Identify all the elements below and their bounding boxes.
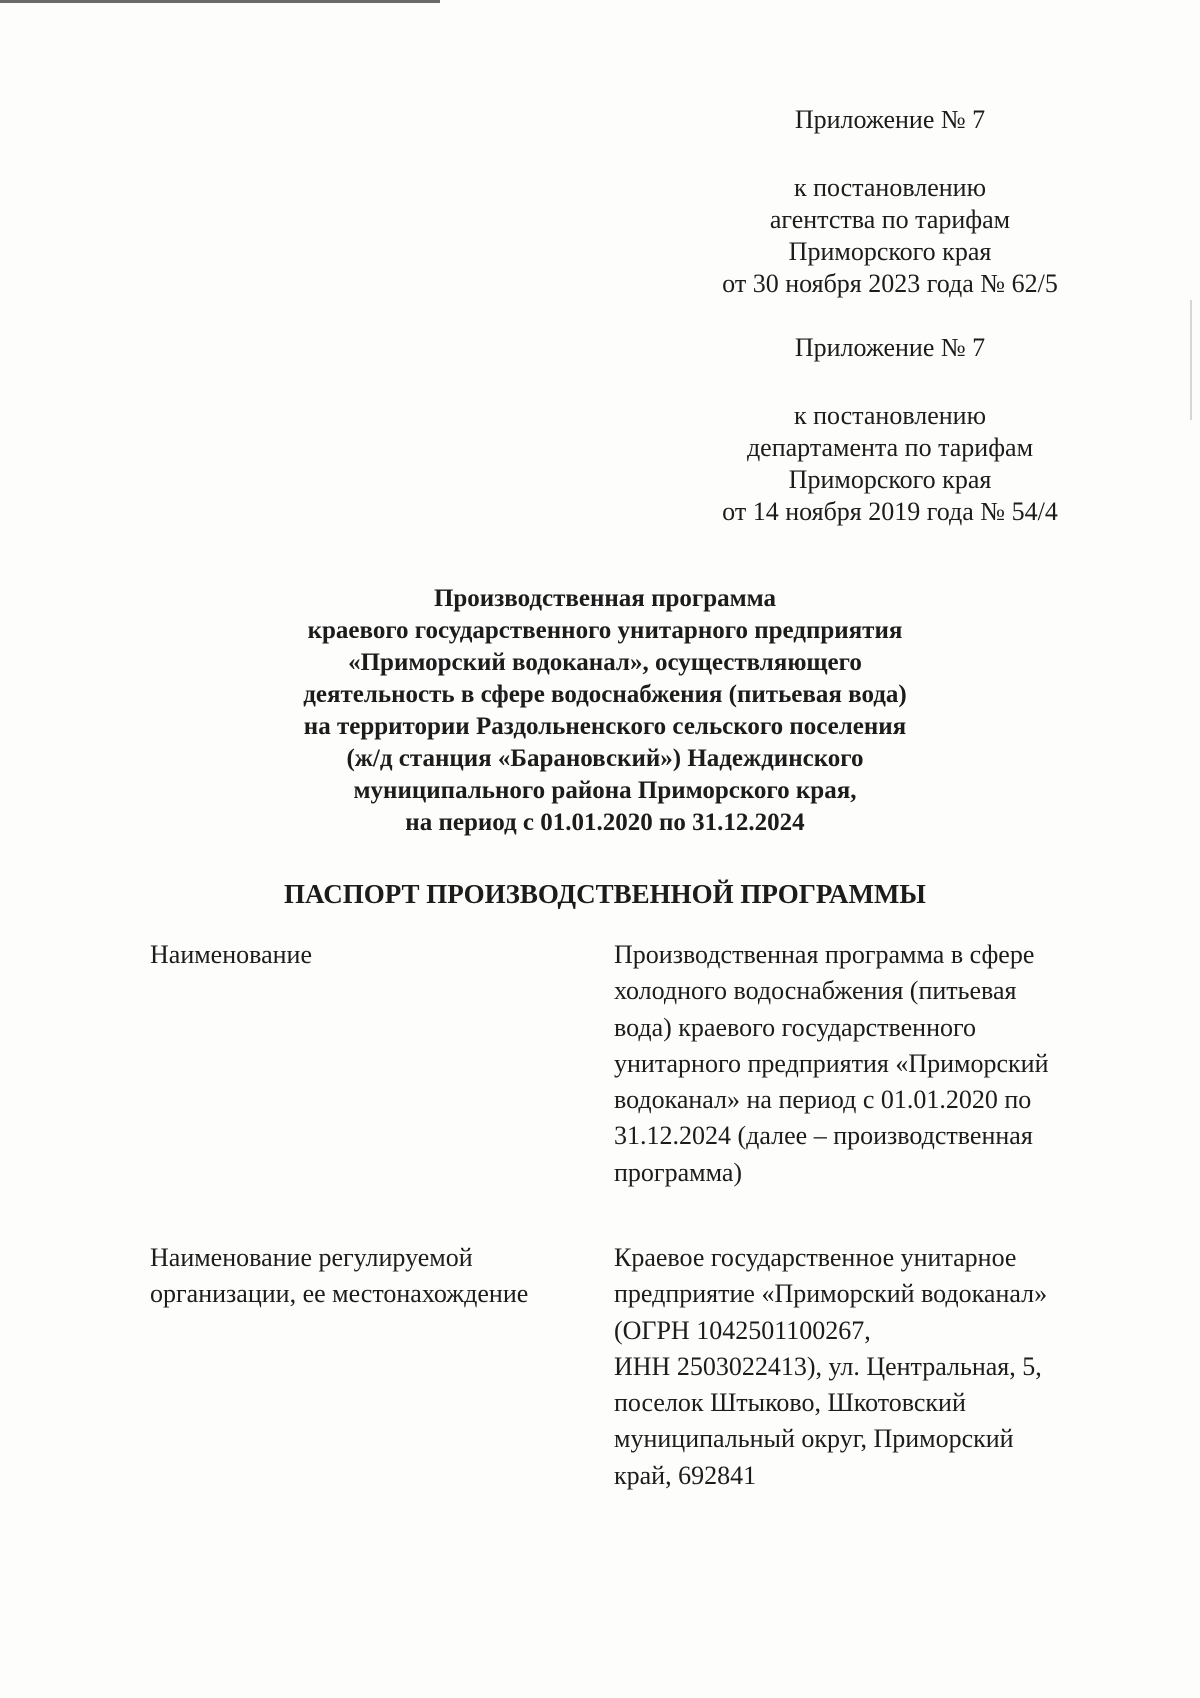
attachment-line: департамента по тарифам — [746, 433, 1034, 462]
attachment-line: агентства по тарифам — [769, 205, 1011, 234]
value-line: (ОГРН 1042501100267, — [614, 1315, 871, 1345]
value-line: вода) краевого государственного — [614, 1012, 977, 1042]
attachment-block-current — [700, 104, 1080, 300]
program-title-line: Производственная программа — [433, 585, 777, 612]
value-line: программа) — [614, 1157, 743, 1187]
passport-row-value — [614, 1240, 1094, 1494]
program-title-line: деятельность в сфере водоснабжения (питьевая вода) — [303, 681, 907, 708]
program-title-line: краевого государственного унитарного предприятия — [307, 617, 903, 644]
attachment-title: Приложение № 7 — [794, 105, 986, 134]
value-line: край, 692841 — [614, 1460, 757, 1490]
label-line: Наименование — [150, 940, 312, 969]
value-line: муниципальный округ, Приморский — [614, 1424, 1014, 1454]
attachment-line: к постановлению — [793, 401, 987, 430]
attachment-block-original — [700, 332, 1080, 528]
label-line: организации, ее местонахождение — [150, 1279, 529, 1308]
attachment-line: Приморского края — [788, 465, 992, 494]
attachment-line: Приморского края — [788, 237, 992, 266]
value-line: 31.12.2024 (далее – производственная — [614, 1121, 1033, 1151]
program-title — [200, 583, 1010, 839]
value-line: Краевое государственное унитарное — [614, 1243, 1017, 1272]
value-line: поселок Штыково, Шкотовский — [614, 1388, 966, 1418]
value-line: унитарного предприятия «Приморский — [614, 1048, 1049, 1078]
value-line: ИНН 2503022413), ул. Центральная, 5, — [614, 1351, 1042, 1381]
attachment-line: от 14 ноября 2019 года № 54/4 — [722, 497, 1058, 526]
program-title-line: «Приморский водоканал», осуществляющего — [348, 649, 862, 676]
value-line: предприятие «Приморский водоканал» — [614, 1279, 1048, 1309]
passport-row-value — [614, 937, 1094, 1191]
passport-heading: ПАСПОРТ ПРОИЗВОДСТВЕННОЙ ПРОГРАММЫ — [284, 879, 926, 909]
value-line: водоканал» на период с 01.01.2020 по — [614, 1085, 1032, 1115]
spacer — [700, 136, 1080, 172]
attachment-title: Приложение № 7 — [794, 333, 986, 362]
scan-right-edge — [1190, 300, 1192, 420]
attachment-line: к постановлению — [793, 173, 987, 202]
program-title-line: на период с 01.01.2020 по 31.12.2024 — [405, 809, 805, 836]
program-title-line: муниципального района Приморского края, — [353, 777, 857, 804]
passport-row-label — [150, 1240, 600, 1312]
label-line: Наименование регулируемой — [150, 1243, 473, 1272]
attachment-line: от 30 ноября 2023 года № 62/5 — [722, 269, 1058, 298]
passport-row-label — [150, 937, 600, 973]
value-line: Производственная программа в сфере — [614, 940, 1035, 969]
program-title-line: (ж/д станция «Барановский») Надеждинского — [346, 745, 864, 772]
scan-top-edge — [0, 0, 440, 3]
program-title-line: на территории Раздольненского сельского поселения — [303, 713, 907, 740]
value-line: холодного водоснабжения (питьевая — [614, 976, 1017, 1006]
spacer — [700, 364, 1080, 400]
